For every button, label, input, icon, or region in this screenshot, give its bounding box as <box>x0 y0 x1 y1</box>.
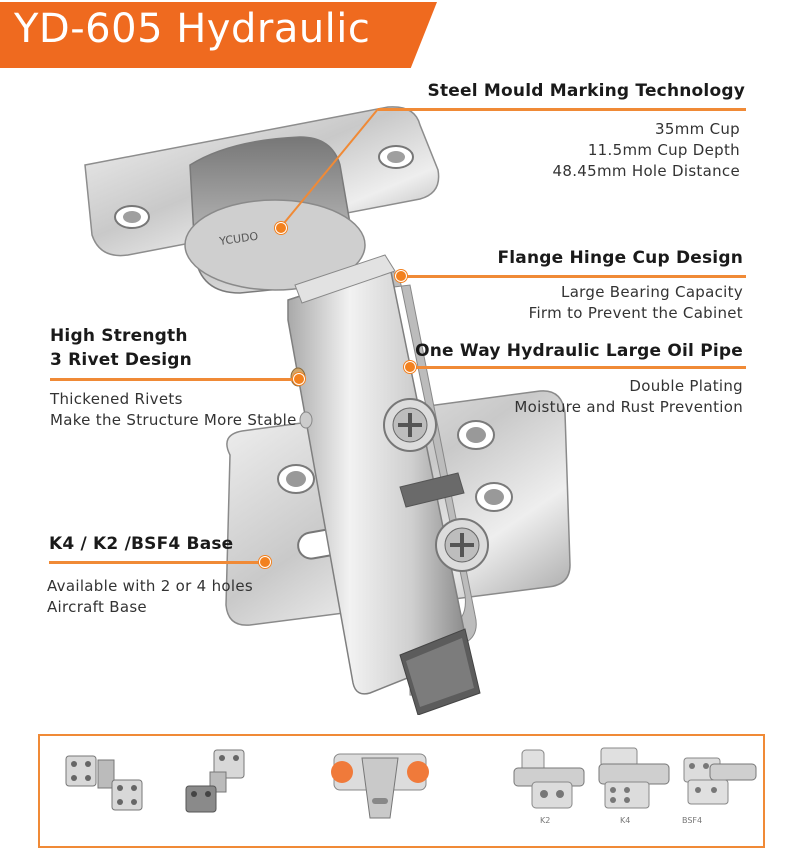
feature-line: Make the Structure More Stable <box>50 411 297 429</box>
feature-line: 48.45mm Hole Distance <box>552 162 740 180</box>
base-thumbnail-bsf4 <box>680 744 760 816</box>
feature-heading-steel-mould: Steel Mould Marking Technology <box>427 81 745 101</box>
base-thumbnail-k2 <box>510 744 588 816</box>
feature-line: Double Plating <box>629 377 743 395</box>
callout-dot <box>404 361 416 373</box>
callout-dot <box>395 270 407 282</box>
base-label-bsf4: BSF4 <box>682 816 703 825</box>
base-thumbnail-k4-b <box>180 746 260 816</box>
feature-line: Aircraft Base <box>47 598 147 616</box>
base-thumbnail-k4 <box>595 742 673 816</box>
base-thumbnail-k4-a <box>62 750 152 820</box>
feature-line: Moisture and Rust Prevention <box>514 398 743 416</box>
feature-line: 11.5mm Cup Depth <box>587 141 740 159</box>
feature-heading-line: 3 Rivet Design <box>50 350 192 370</box>
page-title: YD-605 Hydraulic <box>14 6 371 52</box>
feature-line: Thickened Rivets <box>50 390 183 408</box>
base-thumbnail-aircraft <box>320 748 440 828</box>
feature-heading-oil-pipe: One Way Hydraulic Large Oil Pipe <box>415 341 743 361</box>
base-options-panel <box>38 734 765 848</box>
base-label-k4: K4 <box>620 816 631 825</box>
feature-heading-flange-cup: Flange Hinge Cup Design <box>497 248 743 268</box>
feature-line: Available with 2 or 4 holes <box>47 577 253 595</box>
base-label-k2: K2 <box>540 816 551 825</box>
feature-line: Large Bearing Capacity <box>561 283 743 301</box>
brand-mark: YCUDO <box>218 229 260 248</box>
feature-heading-line: High Strength <box>50 326 188 346</box>
feature-line: Firm to Prevent the Cabinet <box>528 304 743 322</box>
callout-dot <box>275 222 287 234</box>
feature-heading-base: K4 / K2 /BSF4 Base <box>49 534 234 554</box>
callout-dot <box>293 373 305 385</box>
feature-line: 35mm Cup <box>655 120 740 138</box>
callout-dot <box>259 556 271 568</box>
